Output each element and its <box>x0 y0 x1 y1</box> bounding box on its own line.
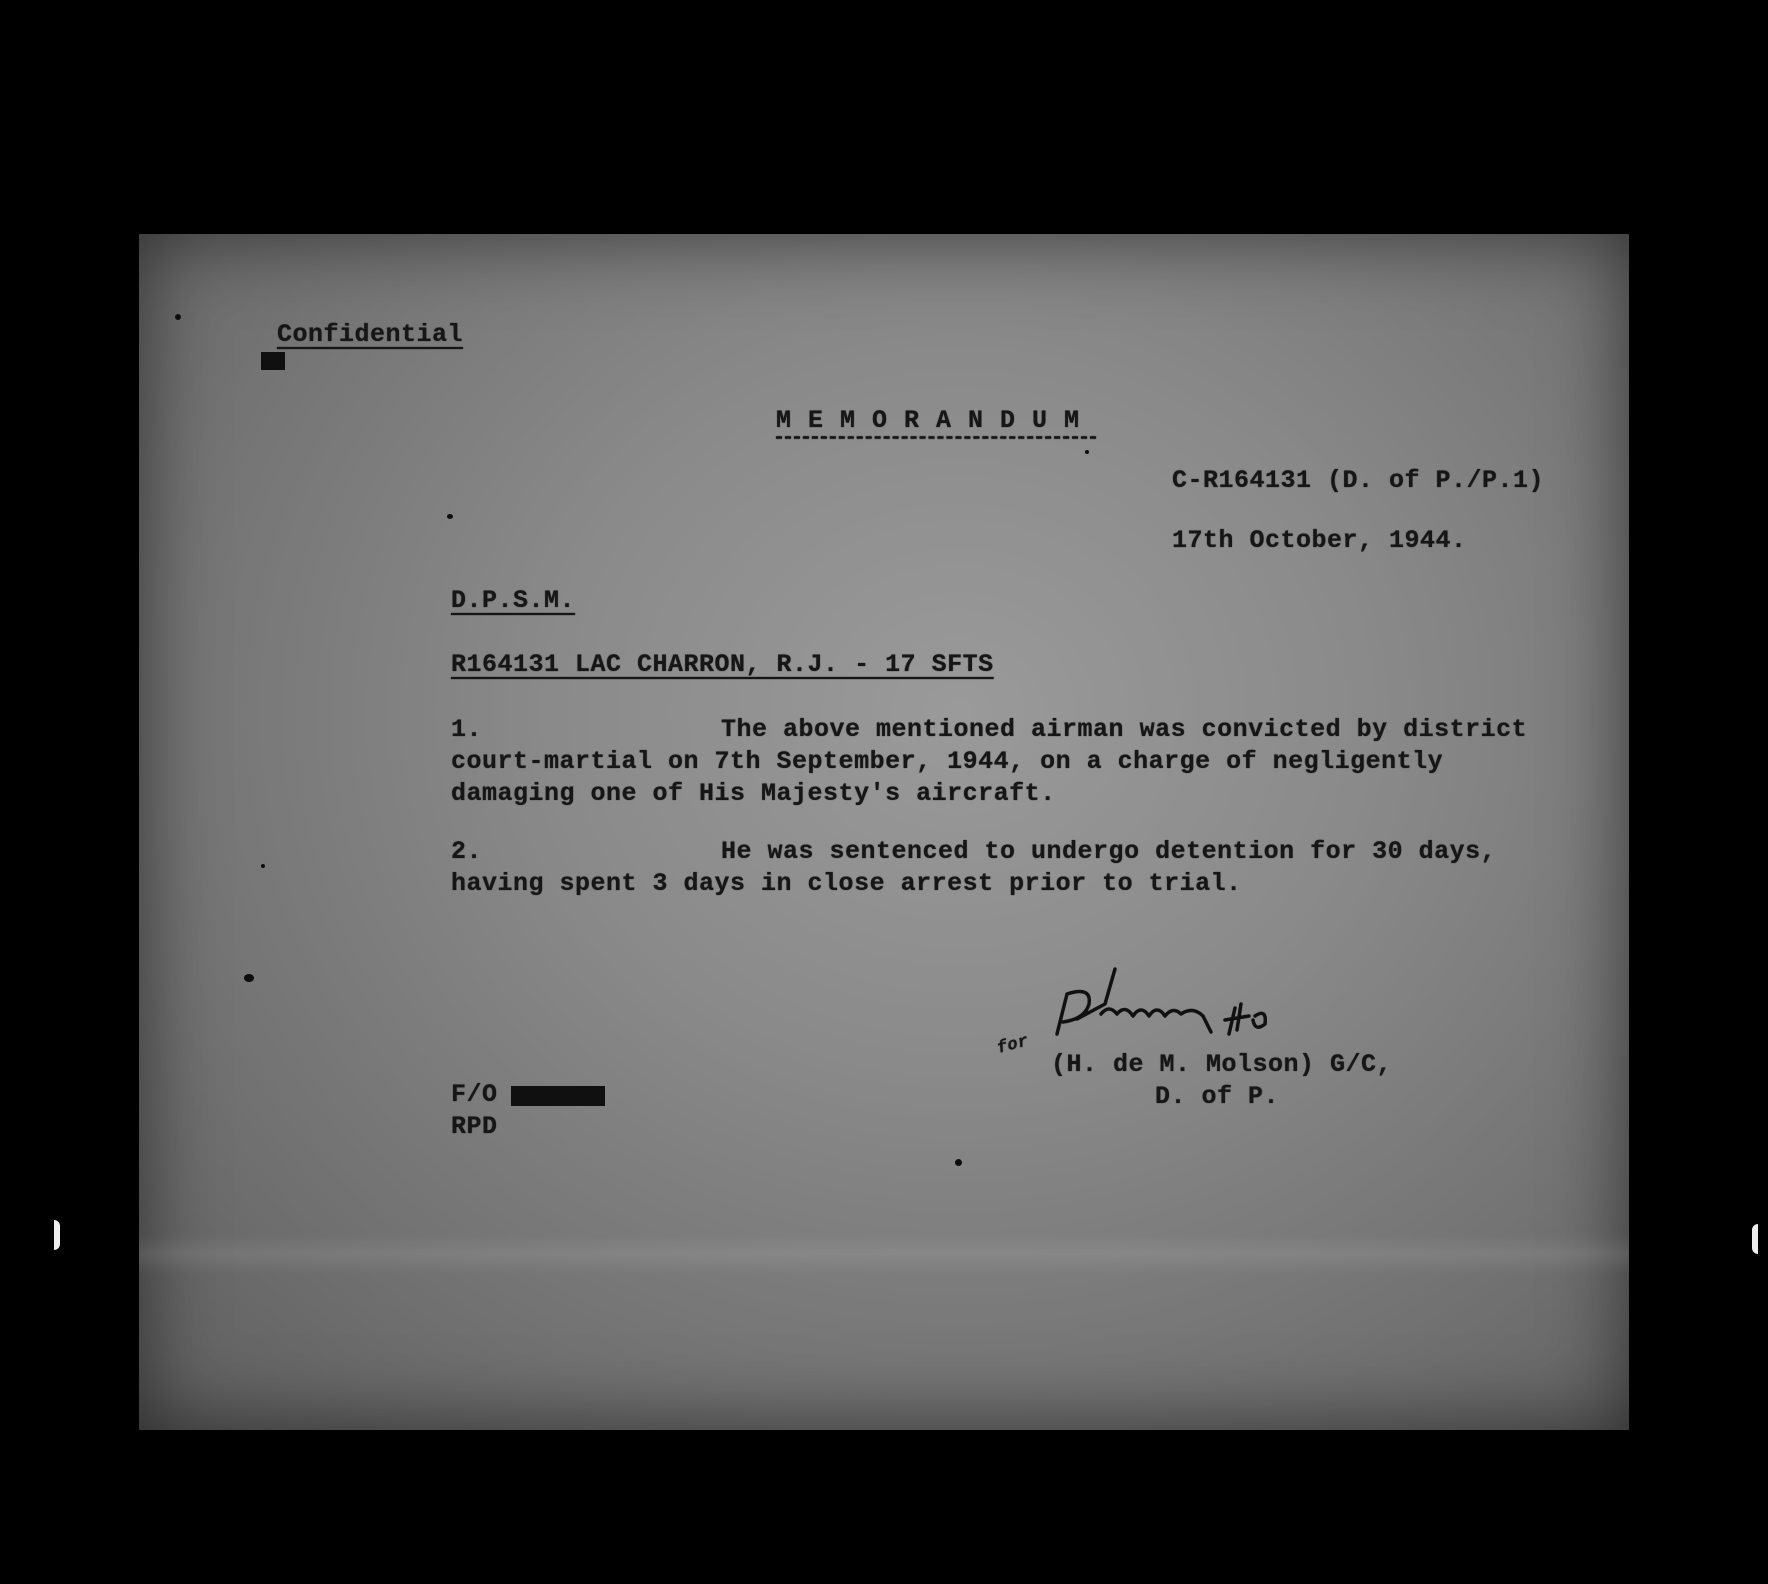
speckle <box>447 514 453 519</box>
initials-line: F/O <box>451 1080 498 1109</box>
addressee: D.P.S.M. <box>451 586 576 615</box>
speckle <box>955 1159 962 1166</box>
memo-heading: MEMORANDUM <box>776 406 1097 435</box>
signatory-name: (H. de M. Molson) G/C, <box>1051 1050 1393 1079</box>
memo-date: 17th October, 1944. <box>1172 526 1467 555</box>
speckle <box>261 864 265 868</box>
subject-line: R164131 LAC CHARRON, R.J. - 17 SFTS <box>451 650 994 679</box>
redacted-name <box>511 1086 605 1106</box>
signature-prefix: for <box>995 1032 1032 1059</box>
speckle <box>175 314 181 320</box>
signatory-title: D. of P. <box>1155 1082 1280 1111</box>
reference-number: C-R164131 (D. of P./P.1) <box>1172 466 1545 495</box>
classification-label: Confidential <box>277 320 464 349</box>
speckle <box>1085 450 1089 454</box>
paragraph-number: 1. <box>451 715 483 744</box>
paragraph-text: He was sentenced to undergo detention for 30 days, having spent 3 days in close arrest prior to trial. <box>451 837 1497 898</box>
film-notch-right <box>1752 1224 1758 1254</box>
document-sheet <box>139 234 1629 1430</box>
film-notch-left <box>54 1220 60 1250</box>
paragraph-text: The above mentioned airman was convicted by district court-martial on 7th September, 1944, on a charge of negligently damaging one of His Majesty's aircraft. <box>451 715 1528 808</box>
paragraph-1 <box>451 714 1581 810</box>
office-code: RPD <box>451 1112 498 1141</box>
paragraph-2 <box>451 836 1581 900</box>
paragraph-number: 2. <box>451 837 483 866</box>
speckle <box>244 974 254 982</box>
redaction-mark <box>261 352 285 370</box>
